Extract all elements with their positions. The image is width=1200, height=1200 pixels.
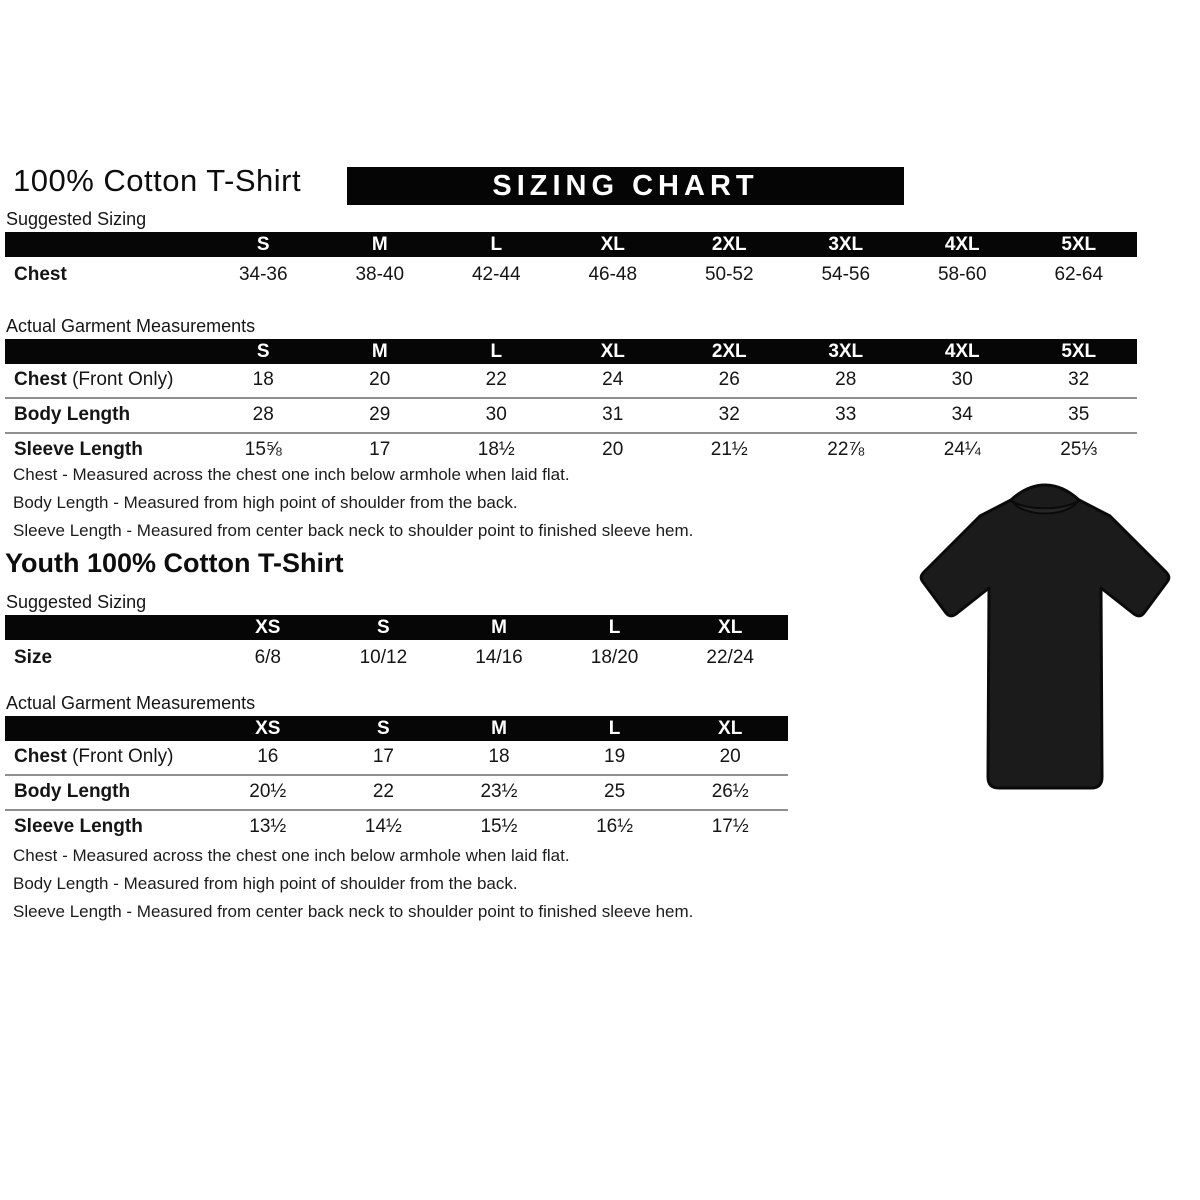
measurement-cell: 16 [257,746,279,767]
page-title: 100% Cotton T-Shirt [13,163,302,198]
row-label: Sleeve Length [5,810,210,844]
table-row [5,640,788,678]
note-line: Body Length - Measured from high point of shoulder from the back. [13,874,518,893]
data-table [5,339,1137,467]
size-column-header: XL [555,232,672,257]
size-column-header: M [441,716,557,741]
row-label: Body Length [5,398,205,433]
measurement-cell: 31 [555,398,672,433]
size-column-header: L [557,716,673,741]
size-column-header: 4XL [904,339,1021,364]
row-label: Chest [14,264,67,285]
table-row [5,810,788,844]
measurement-cell: 20 [719,746,741,767]
measurement-cell: 35 [1021,398,1138,433]
row-label: Size [14,647,53,668]
measurement-cell: 28 [205,398,322,433]
measurement-cell: 14½ [326,810,442,844]
size-column-header: 3XL [788,232,905,257]
size-column-header: M [322,339,439,364]
measurement-cell: 22 [485,369,507,390]
measurement-cell: 13½ [210,810,326,844]
sizing-chart-banner: SIZING CHART [347,167,904,205]
adult-suggested-sizing-table [5,232,1137,295]
row-label: Sleeve Length [5,433,205,467]
black-tshirt-image [895,472,1195,805]
data-table [5,615,788,678]
measurement-cell: 26½ [672,775,788,810]
adult-actual-measurements-table [5,339,1137,467]
measurement-cell: 22⅞ [788,433,905,467]
row-label-header-cell [5,615,210,640]
measurement-cell: 15⅝ [205,433,322,467]
size-column-header: S [205,232,322,257]
measurement-cell: 18 [252,369,274,390]
black-tshirt-icon [895,472,1195,805]
measurement-cell: 17 [372,746,394,767]
table-row [5,364,1137,398]
measurement-cell: 33 [788,398,905,433]
youth-actual-measurements-label: Actual Garment Measurements [6,693,256,713]
measurement-cell: 17 [322,433,439,467]
measurement-cell: 58-60 [937,264,987,285]
tshirt-body-shape [921,485,1169,788]
measurement-cell: 18 [488,746,510,767]
note-line: Sleeve Length - Measured from center back neck to shoulder point to finished sleeve hem. [13,902,694,921]
size-column-header: L [438,232,555,257]
table-row [5,257,1137,295]
measurement-cell: 25⅓ [1021,433,1138,467]
size-column-header: XL [672,615,788,640]
youth-suggested-sizing-label: Suggested Sizing [6,592,147,612]
adult-measurement-notes [13,461,693,545]
measurement-cell: 46-48 [588,264,638,285]
measurement-cell: 18/20 [590,647,639,668]
adult-suggested-sizing-label: Suggested Sizing [6,209,147,229]
measurement-cell: 34-36 [238,264,288,285]
measurement-cell: 24¼ [904,433,1021,467]
measurement-cell: 22 [326,775,442,810]
measurement-cell: 34 [904,398,1021,433]
note-line: Chest - Measured across the chest one inch below armhole when laid flat. [13,846,570,865]
measurement-cell: 54-56 [821,264,871,285]
adult-actual-measurements-label: Actual Garment Measurements [6,316,256,336]
size-column-header: XL [672,716,788,741]
row-label: Chest (Front Only) [14,369,174,390]
measurement-cell: 50-52 [704,264,754,285]
measurement-cell: 20 [369,369,391,390]
measurement-cell: 14/16 [475,647,523,668]
measurement-cell: 26 [718,369,740,390]
row-label-header-cell [5,339,205,364]
measurement-cell: 42-44 [471,264,521,285]
measurement-cell: 15½ [441,810,557,844]
size-column-header: S [326,615,442,640]
table-row [5,398,1137,433]
measurement-cell: 30 [951,369,973,390]
measurement-cell: 38-40 [355,264,405,285]
measurement-cell: 32 [1068,369,1090,390]
size-column-header: 2XL [671,232,788,257]
measurement-cell: 21½ [671,433,788,467]
youth-suggested-sizing-table [5,615,788,678]
measurement-cell: 23½ [441,775,557,810]
measurement-cell: 6/8 [254,647,281,668]
size-column-header: S [205,339,322,364]
size-column-header: L [438,339,555,364]
measurement-cell: 18½ [438,433,555,467]
size-column-header: XS [210,615,326,640]
measurement-cell: 29 [322,398,439,433]
table-row [5,775,788,810]
size-column-header: XS [210,716,326,741]
size-column-header: L [557,615,673,640]
size-column-header: 5XL [1021,339,1138,364]
size-column-header: S [326,716,442,741]
measurement-cell: 10/12 [359,647,408,668]
size-column-header: XL [555,339,672,364]
size-column-header: 2XL [671,339,788,364]
size-column-header: M [322,232,439,257]
measurement-cell: 22/24 [706,647,754,668]
note-line: Chest - Measured across the chest one inch below armhole when laid flat. [13,465,570,484]
measurement-cell: 20 [555,433,672,467]
measurement-cell: 28 [835,369,857,390]
size-column-header: 5XL [1021,232,1138,257]
measurement-cell: 24 [602,369,624,390]
row-label: Chest (Front Only) [14,746,174,767]
note-line: Sleeve Length - Measured from center back neck to shoulder point to finished sleeve hem. [13,521,694,540]
youth-section-title: Youth 100% Cotton T-Shirt [5,548,344,578]
size-column-header: M [441,615,557,640]
measurement-cell: 62-64 [1054,264,1104,285]
measurement-cell: 30 [438,398,555,433]
measurement-cell: 17½ [672,810,788,844]
youth-actual-measurements-table [5,716,788,844]
data-table [5,232,1137,295]
measurement-cell: 16½ [557,810,673,844]
size-column-header: 3XL [788,339,905,364]
youth-measurement-notes [13,842,693,926]
table-row [5,741,788,775]
measurement-cell: 32 [671,398,788,433]
row-label-header-cell [5,232,205,257]
measurement-cell: 20½ [210,775,326,810]
measurement-cell: 19 [604,746,626,767]
note-line: Body Length - Measured from high point of shoulder from the back. [13,493,518,512]
measurement-cell: 25 [557,775,673,810]
row-label: Body Length [5,775,210,810]
data-table [5,716,788,844]
size-column-header: 4XL [904,232,1021,257]
row-label-header-cell [5,716,210,741]
